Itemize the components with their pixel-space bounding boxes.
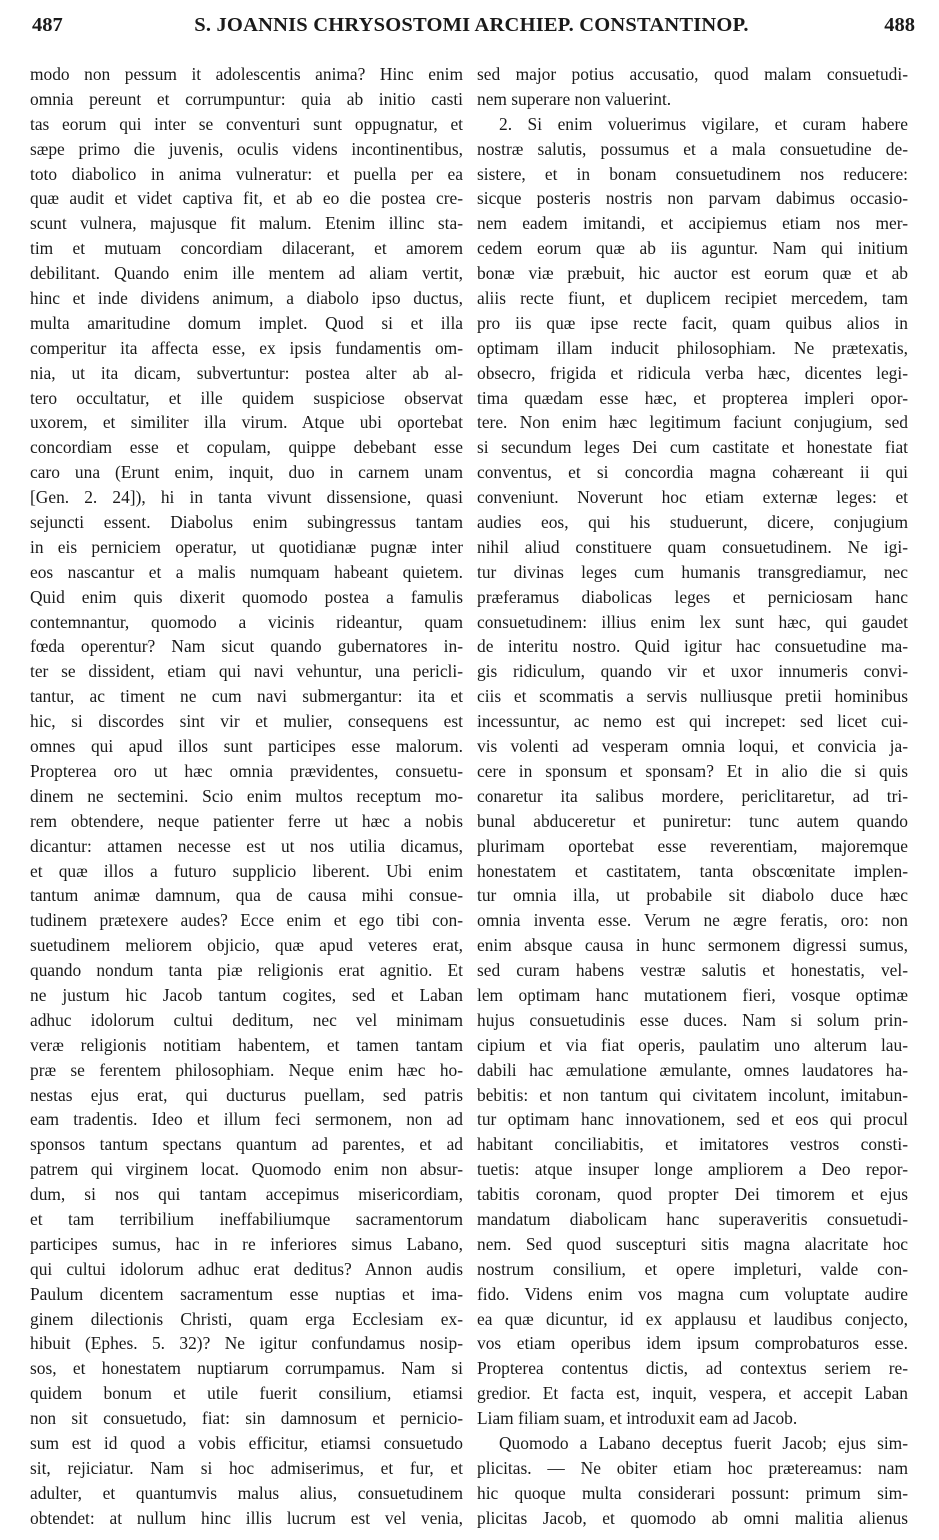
- text-line: sed major potius accusatio, quod malam consuetudi-: [477, 64, 908, 84]
- text-line: contemnantur, quomodo a vicinis rideantur, quam: [30, 611, 463, 632]
- page-number-right: 488: [884, 14, 915, 36]
- text-line: Quomodo a Labano deceptus fuerit Jacob; ejus sim-: [499, 1432, 908, 1453]
- text-line: Quid enim quis dixerit quomodo postea a famulis: [30, 586, 463, 607]
- running-header: [24, 14, 919, 44]
- text-line: sos, et honestatem nuptiarum corrumpamus. Nam si: [30, 1358, 463, 1379]
- text-line: sicque posteris nostris non parvam dabimus occasio-: [477, 188, 908, 209]
- text-line: tima quædam esse hæc, et propterea impleri opor-: [477, 387, 908, 408]
- text-line: incessuntur, ac nemo est qui increpet: sed licet cui-: [477, 711, 908, 732]
- text-line: non sit consuetudo, fiat: sin damnosum et pernicio-: [30, 1408, 463, 1429]
- text-line: eam tradentis. Ideo et illum feci sermonem, non ad: [30, 1109, 463, 1130]
- text-line: dinem ne sectemini. Scio enim multos receptum mo-: [30, 785, 463, 806]
- text-line: dabili hac æmulatione æmulante, omnes laudatores ha-: [477, 1059, 908, 1080]
- text-line: lem optimam hanc mutationem fieri, vosque optimæ: [477, 984, 908, 1005]
- text-line: concordiam esse et copulam, quippe debebant esse: [30, 437, 463, 458]
- text-line: vos etiam operibus idem ipsum comprobaturos esse.: [477, 1333, 908, 1354]
- text-line: hic quoque multa considerari possunt: primum sim-: [477, 1482, 908, 1503]
- text-line: quando nondum tanta piæ religionis erat agnitio. Et: [30, 960, 463, 981]
- text-line: mandatum diabolicam hanc superaveritis consuetudi-: [477, 1208, 908, 1229]
- text-line: nem eadem imitandi, et accipiemus etiam nos mer-: [477, 213, 908, 234]
- text-line: conveniunt. Noverunt hoc etiam externæ leges: et: [477, 487, 908, 508]
- text-line: multa amaritudine domum implet. Quod si et illa: [30, 312, 463, 333]
- left-text-column: [30, 62, 463, 1532]
- text-line: nostræ salutis, possumus et a mala consuetudine de-: [477, 138, 908, 159]
- text-line: uxorem, et similiter illa virum. Atque ubi oportebat: [30, 412, 463, 433]
- right-text-column: [477, 62, 908, 1532]
- text-line: tudinem prætexere audes? Ecce enim et ego tibi con-: [30, 910, 463, 931]
- text-line: qui cultui idolorum adhuc erat deditus? Annon audis: [30, 1258, 463, 1279]
- text-line: tantum animæ damnum, qua de causa mihi consue-: [30, 885, 463, 906]
- text-line: plurimam oportebat esse reverentiam, majoremque: [477, 835, 908, 856]
- text-line: optimam illam inducit philosophiam. Ne prætexatis,: [477, 337, 908, 358]
- text-line: dicantur: attamen necesse est ut nos utilia dicamus,: [30, 835, 463, 856]
- text-line: cipium et via fiat operis, paulatim uno alterum lau-: [477, 1034, 908, 1055]
- text-line: tur omnia illa, ut probabile sit diabolo duce hæc: [477, 885, 908, 906]
- text-line: rem obtendere, neque patienter ferre ut hæc a nobis: [30, 810, 463, 831]
- text-line: Paulum dicentem sacramentum esse nuptias et ima-: [30, 1283, 463, 1304]
- text-line: tur divinas leges cum humanis transgrediamur, nec: [477, 561, 908, 582]
- text-line: fido. Videns enim vos magna cum voluptate audire: [477, 1283, 908, 1304]
- text-line: hinc et inde dividens animum, a diabolo ipso ductus,: [30, 288, 463, 309]
- text-line: conaretur ita salibus mordere, periclitaretur, ad tri-: [477, 785, 908, 806]
- text-line: sponsos tantum spectans quantum ad parentes, et ad: [30, 1134, 463, 1155]
- text-line: omnes qui apud illos sunt participes esse malorum.: [30, 736, 463, 757]
- text-line: scunt vulnera, majusque fit malum. Etenim illinc sta-: [30, 213, 463, 234]
- text-line: nostrum consilium, et opere impleturi, valde con-: [477, 1258, 908, 1279]
- text-line: bonæ viæ præbuit, hic auctor est eorum quæ et ab: [477, 263, 908, 284]
- text-line: toto diabolico in anima vulneratur: et puella per ea: [30, 163, 463, 184]
- text-line: nem superare non valuerint.: [477, 88, 672, 109]
- text-line: fœda operentur? Nam sicut quando gubernatores in-: [30, 636, 463, 657]
- text-line: patrem qui virginem locat. Quomodo enim non absur-: [30, 1159, 463, 1180]
- text-line: caro una (Erunt enim, inquit, duo in carnem unam: [30, 462, 463, 483]
- text-line: ter se dissident, etiam qui navi vehuntur, una pericli-: [30, 661, 463, 682]
- text-line: quidem bonum et utile fuerit consilium, etiamsi: [30, 1383, 463, 1404]
- text-line: præ se ferentem philosophiam. Neque enim hæc ho-: [30, 1059, 463, 1080]
- text-line: ne justum hic Jacob tantum cogites, sed et Laban: [30, 984, 463, 1005]
- text-line: plicitas Jacob, et quomodo ab omni malitia alienus: [477, 1507, 908, 1528]
- text-line: omnia pereunt et corrumpuntur: quia ab initio casti: [30, 88, 463, 109]
- text-line: plicitas. — Ne obiter etiam hoc prætereamus: nam: [477, 1457, 908, 1478]
- text-line: nia, ut ita dicam, subvertuntur: postea alter ab al-: [30, 362, 463, 383]
- text-line: obtendet: at nullum hinc illis lucrum est vel venia,: [30, 1507, 463, 1528]
- text-line: nestas ejus erat, qui ducturus puellam, sed patris: [30, 1084, 463, 1105]
- text-line: nem. Sed quod suscepturi sitis magna alacritate hoc: [477, 1233, 908, 1254]
- text-line: sit, rejiciatur. Nam si hoc admiserimus, et fur, et: [30, 1457, 463, 1478]
- text-line: in eis perniciem operatur, ut quotidianæ pugnæ inter: [30, 536, 463, 557]
- text-line: gredior. Et facta est, inquit, vespera, et accepit Laban: [477, 1383, 908, 1404]
- text-line: bebitis: et non tantum qui civitatem incolunt, imitabun-: [477, 1084, 908, 1105]
- text-line: 2. Si enim voluerimus vigilare, et curam habere: [499, 113, 908, 134]
- text-line: Liam filiam suam, et introduxit eam ad Jacob.: [477, 1408, 798, 1429]
- text-line: et tam terribilium ineffabiliumque sacramentorum: [30, 1208, 463, 1229]
- text-line: [Gen. 2. 24]), hi in tanta vivunt dissensione, quasi: [30, 487, 463, 508]
- text-line: tur optimam hanc innovationem, sed et eos qui procul: [477, 1109, 908, 1130]
- text-line: modo non pessum it adolescentis anima? Hinc enim: [30, 64, 463, 84]
- text-line: sejuncti essent. Diabolus enim subingressus tantam: [30, 512, 463, 533]
- text-line: cere in sponsum et sponsam? Et in alio die si quis: [477, 760, 908, 781]
- text-line: de interitu nostro. Quid igitur hac consuetudine ma-: [477, 636, 908, 657]
- text-line: tere. Non enim hæc legitimum faciunt conjugium, sed: [477, 412, 908, 433]
- text-line: et quæ illos a futuro supplicio liberent. Ubi enim: [30, 860, 463, 881]
- text-line: si secundum leges Dei cum castitate et honestate fiat: [477, 437, 908, 458]
- text-line: sæpe primo die juvenis, oculis videns incontinentibus,: [30, 138, 463, 159]
- text-line: vis volenti ad vesperam omnia loqui, et convicia ja-: [477, 736, 908, 757]
- text-line: suetudinem meliorem objicio, quæ apud veteres erat,: [30, 935, 463, 956]
- text-line: honestatem et castitatem, tanta obscœnitate implen-: [477, 860, 908, 881]
- text-line: tuetis: atque insuper longe ampliorem a Deo repor-: [477, 1159, 908, 1180]
- text-line: obsecro, frigida et ridicula verba hæc, dicentes legi-: [477, 362, 908, 383]
- text-line: enim absque causa in hunc sermonem digressi sumus,: [477, 935, 908, 956]
- text-line: debilitant. Quando enim ille mentem ad aliam vertit,: [30, 263, 463, 284]
- text-line: habitant conciliabitis, et imitatores vestros consti-: [477, 1134, 908, 1155]
- text-line: consuetudinem: illius enim lex sunt hæc, qui gaudet: [477, 611, 908, 632]
- text-line: pro iis quæ ipse recte facit, quam quibus alios in: [477, 312, 908, 333]
- text-line: sistere, et in bonam consuetudinem nos reducere:: [477, 163, 908, 184]
- text-line: nihil aliud constituere quam consuetudinem. Ne igi-: [477, 536, 908, 557]
- text-line: audies eos, qui his studuerunt, dicere, conjugium: [477, 512, 908, 533]
- page-number-left: 487: [32, 14, 63, 36]
- text-line: aliis recte fiunt, et duplicem recipiet mercedem, tam: [477, 288, 908, 309]
- text-line: Propterea contentus dictis, ad contextus seriem re-: [477, 1358, 908, 1379]
- text-line: præferamus diabolicas leges et perniciosam hanc: [477, 586, 908, 607]
- text-line: sed curam habens vestræ salutis et honestatis, vel-: [477, 960, 908, 981]
- text-line: participes sumus, hac in re inferiores simus Labano,: [30, 1233, 463, 1254]
- running-title: S. JOANNIS CHRYSOSTOMI ARCHIEP. CONSTANTINOP.: [194, 14, 749, 36]
- text-line: hic, si discordes sint vir et mulier, consequens est: [30, 711, 463, 732]
- text-line: dum, si nos qui tantam accepimus misericordiam,: [30, 1184, 463, 1205]
- text-line: adulter, et quantumvis malus alius, consuetudinem: [30, 1482, 463, 1503]
- text-line: conventus, et si concordia magna cohæreant ii qui: [477, 462, 908, 483]
- text-line: comperitur ita affecta esse, ex ipsis fundamentis om-: [30, 337, 463, 358]
- text-line: tabitis coronam, quod propter Dei timorem et ejus: [477, 1184, 908, 1205]
- text-line: quæ audit et videt captiva fit, et ab eo die postea cre-: [30, 188, 463, 209]
- text-line: adhuc idolorum cultui deditum, nec vel minimam: [30, 1009, 463, 1030]
- text-line: cedem eorum quæ ab iis aguntur. Nam qui initium: [477, 238, 908, 259]
- text-line: veræ religionis notitiam habentem, et tamen tantam: [30, 1034, 463, 1055]
- text-line: tas eorum qui inter se conventuri sunt oppugnatur, et: [30, 113, 463, 134]
- text-line: hujus consuetudinis esse duces. Nam si solum prin-: [477, 1009, 908, 1030]
- text-line: omnia inventa esse. Verum ne ægre feratis, oro: non: [477, 910, 908, 931]
- text-line: ea quæ dicuntur, id ex applausu et laudibus conjecto,: [477, 1308, 908, 1329]
- text-line: gis ridiculum, quando vir et uxor innumeris convi-: [477, 661, 908, 682]
- text-line: hibuit (Ephes. 5. 32)? Ne igitur confundamus nosip-: [30, 1333, 463, 1354]
- text-line: eos nascantur et a malis numquam habeant quietem.: [30, 561, 463, 582]
- text-line: tim et mutuam concordiam dilacerant, et amorem: [30, 238, 463, 259]
- text-line: ciis et scommatis a servis nulliusque pretii hominibus: [477, 686, 908, 707]
- text-line: bunal abduceretur et puniretur: tunc autem quando: [477, 810, 908, 831]
- text-line: tero occultatur, et ille quidem suspiciose observat: [30, 387, 463, 408]
- text-line: Propterea oro ut hæc omnia prævidentes, consuetu-: [30, 760, 463, 781]
- text-line: sum est id quod a vobis efficitur, etiamsi consuetudo: [30, 1432, 463, 1453]
- text-line: tantur, ac timent ne cum navi submergantur: ita et: [30, 686, 463, 707]
- text-line: ginem dilectionis Christi, quam erga Ecclesiam ex-: [30, 1308, 463, 1329]
